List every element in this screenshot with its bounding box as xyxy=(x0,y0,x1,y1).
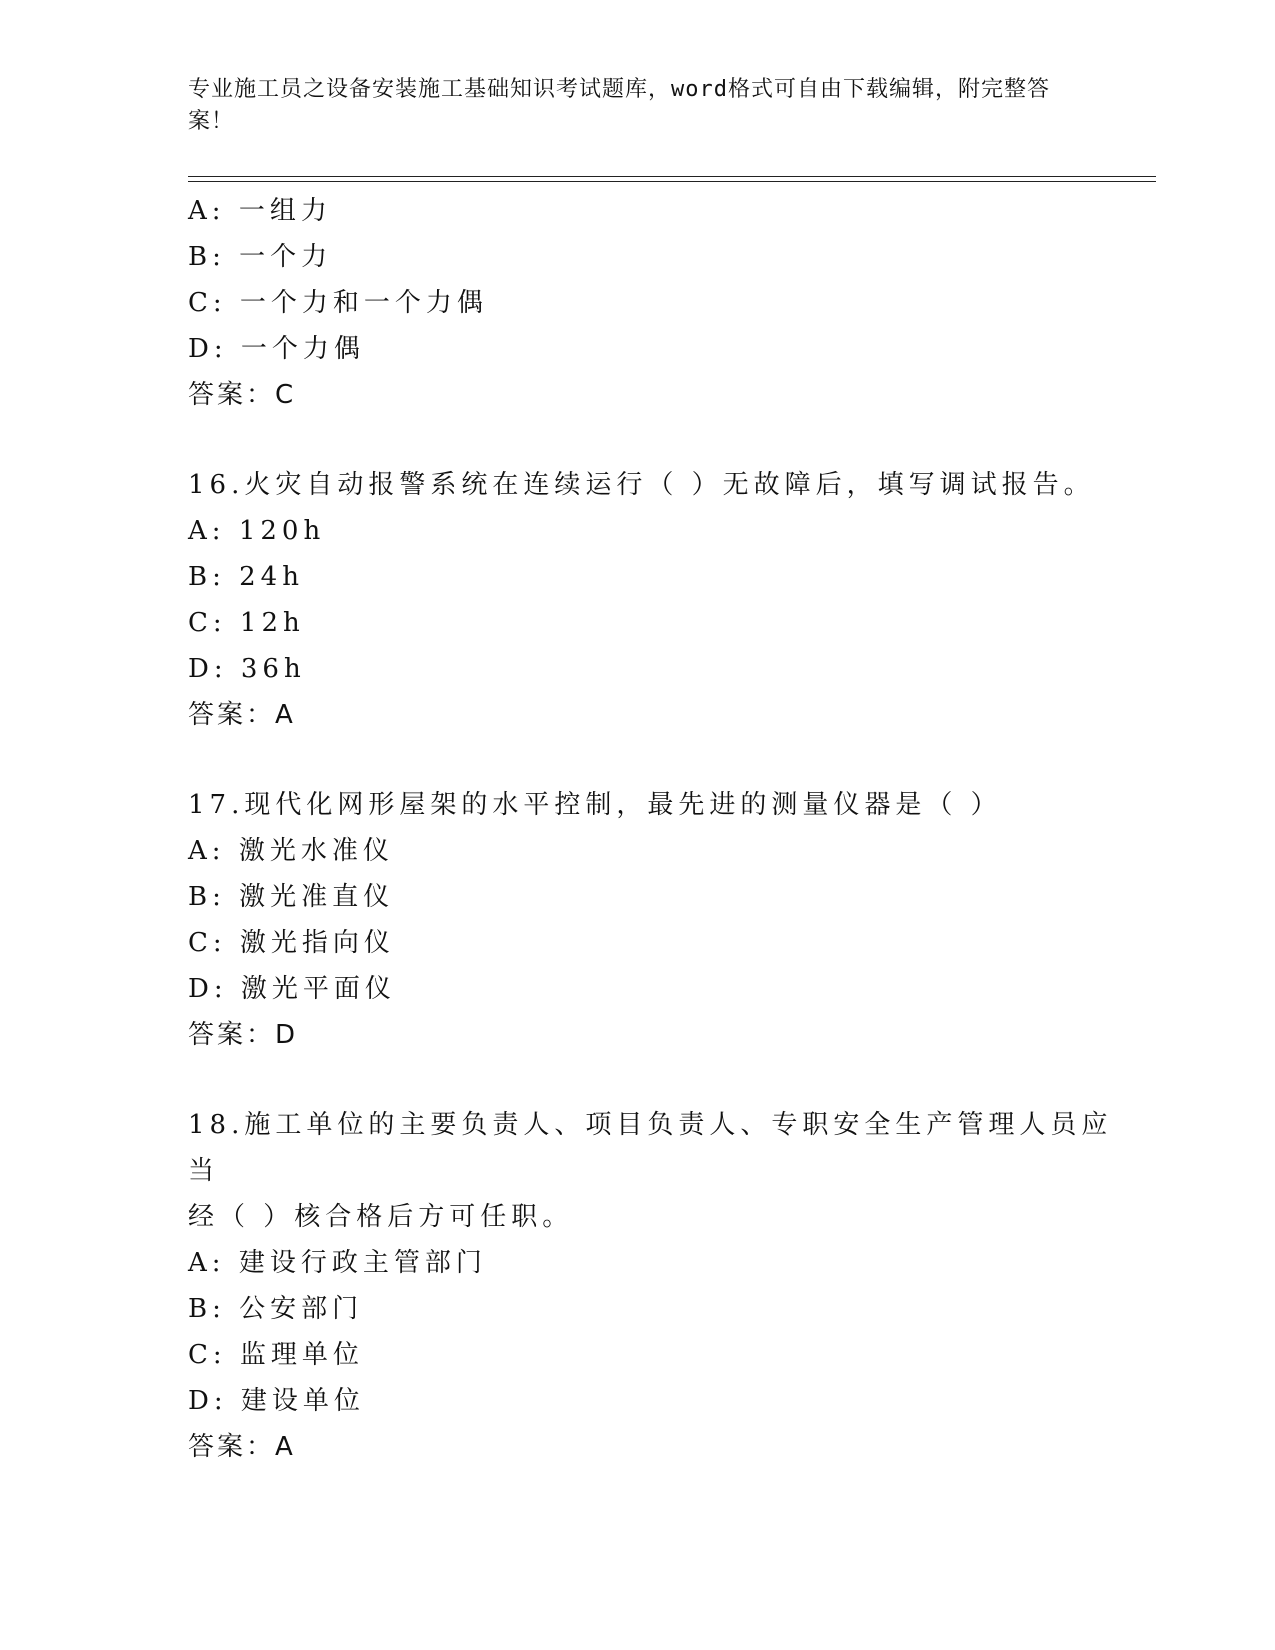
answer-line: 答案：C xyxy=(188,380,297,410)
option-c: C: 一个力和一个力偶 xyxy=(188,288,488,318)
question-15-continuation xyxy=(188,188,1128,418)
option-b: B: 24h xyxy=(188,562,304,592)
option-b: B: 激光准直仪 xyxy=(188,882,395,912)
question-title: 17.现代化网形屋架的水平控制，最先进的测量仪器是（ ） xyxy=(188,790,1002,820)
document-header: 专业施工员之设备安装施工基础知识考试题库，word格式可自由下载编辑，附完整答案！ xyxy=(188,77,1050,134)
option-c: C: 监理单位 xyxy=(188,1340,364,1370)
question-title-line-2: 经（ ）核合格后方可任职。 xyxy=(188,1202,574,1232)
option-a: A: 建设行政主管部门 xyxy=(188,1248,487,1278)
option-c: C: 激光指向仪 xyxy=(188,928,395,958)
option-b: B: 一个力 xyxy=(188,242,333,272)
option-d: D: 激光平面仪 xyxy=(188,974,396,1004)
answer-line: 答案：A xyxy=(188,700,296,730)
option-b: B: 公安部门 xyxy=(188,1294,364,1324)
question-18 xyxy=(188,1102,1128,1470)
option-a: A: 激光水准仪 xyxy=(188,836,394,866)
answer-line: 答案：D xyxy=(188,1020,299,1050)
option-c: C: 12h xyxy=(188,608,305,638)
question-17 xyxy=(188,782,1128,1058)
answer-line: 答案：A xyxy=(188,1432,296,1462)
header-divider-top xyxy=(188,176,1156,177)
option-d: D: 建设单位 xyxy=(188,1386,365,1416)
question-list xyxy=(188,188,1128,1470)
question-16 xyxy=(188,462,1128,738)
option-d: D: 36h xyxy=(188,654,306,684)
option-d: D: 一个力偶 xyxy=(188,334,365,364)
question-title: 16.火灾自动报警系统在连续运行（ ）无故障后，填写调试报告。 xyxy=(188,470,1095,500)
question-title-line-1: 18.施工单位的主要负责人、项目负责人、专职安全生产管理人员应当 xyxy=(188,1110,1113,1186)
option-a: A: 一组力 xyxy=(188,196,332,226)
option-a: A: 120h xyxy=(188,516,326,546)
header-divider-bottom xyxy=(188,181,1156,182)
